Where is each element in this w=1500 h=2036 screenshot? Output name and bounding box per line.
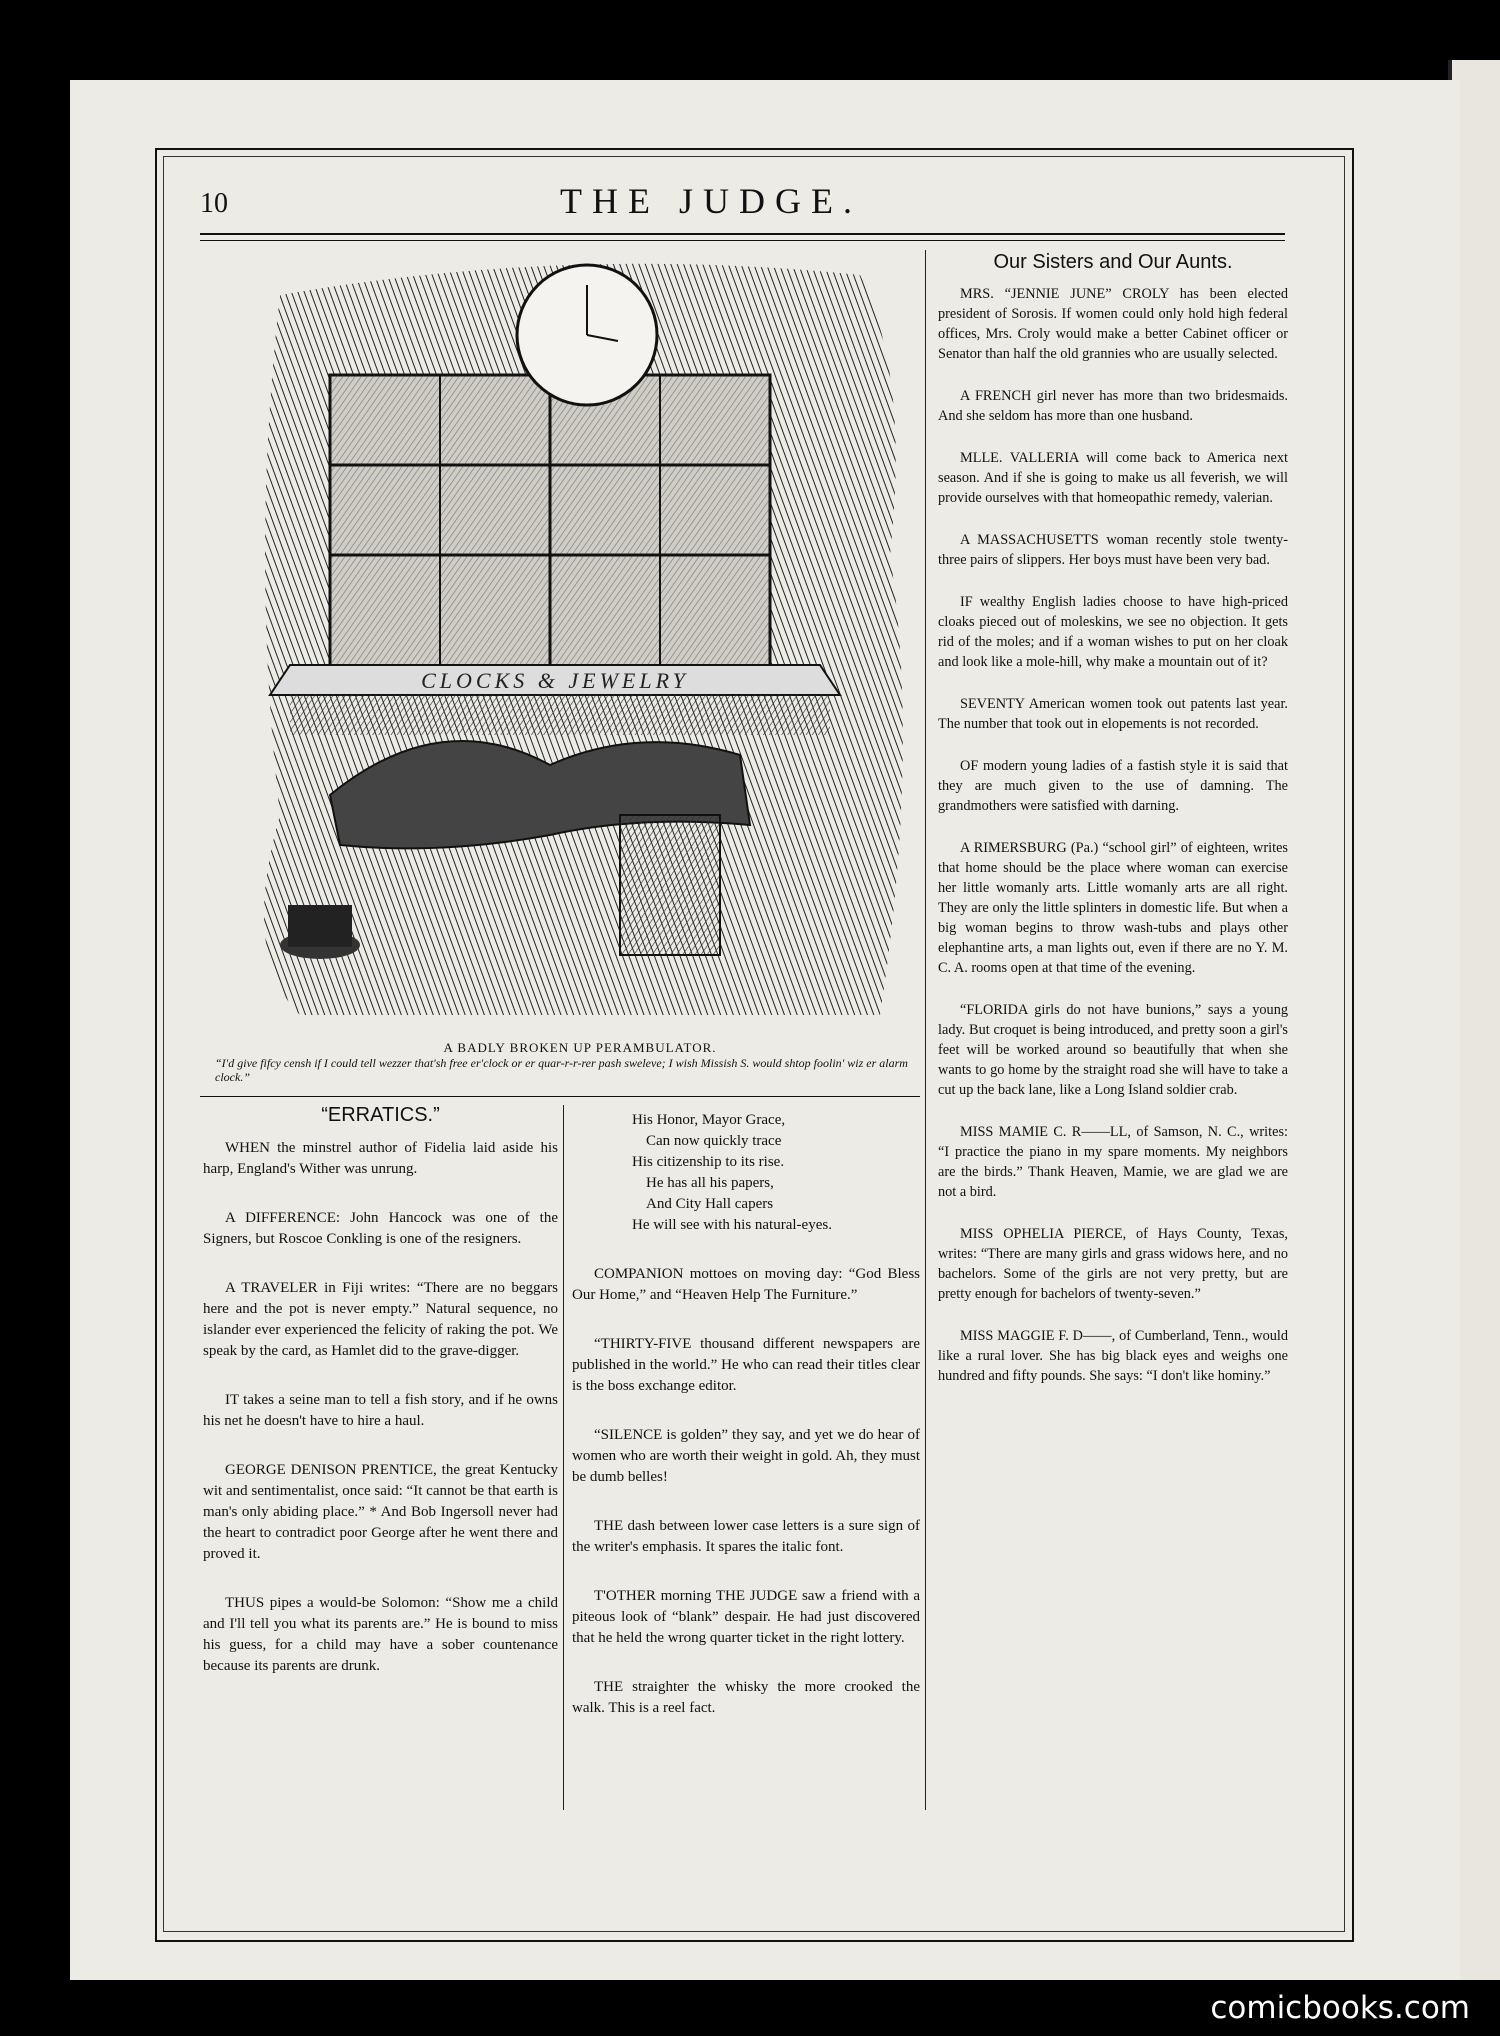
article-paragraph: MLLE. VALLERIA will come back to America next season. And if she is going to make us all feverish, we will provide ourselves with that homeopathic remedy, valerian. (938, 450, 1288, 506)
svg-text:CLOCKS & JEWELRY: CLOCKS & JEWELRY (421, 668, 689, 693)
article-paragraph: A MASSACHUSETTS woman recently stole twenty-three pairs of slippers. Her boys must have been very bad. (938, 532, 1288, 568)
watermark-logo: comicbooks.com (1210, 1990, 1470, 2026)
poem-line: Can now quickly trace (646, 1133, 782, 1149)
illustration-caption-text: “I'd give fifcy censh if I could tell wezzer that'sh free er'clock or er quar-r-r-rer pash sweleve; I wish Missish S. would shtop foolin' wiz er alarm clock.” (215, 1056, 908, 1084)
article-paragraph: MISS MAMIE C. R——LL, of Samson, N. C., writes: “I practice the piano in my spare moments. My neighbors are the birds.” Thank Heaven, Mamie, we are glad we are not a bird. (938, 1124, 1288, 1200)
poem-line: And City Hall capers (646, 1196, 774, 1212)
article-paragraph: WHEN the minstrel author of Fidelia laid aside his harp, England's Wither was unrung. (203, 1140, 558, 1177)
article-paragraph: “SILENCE is golden” they say, and yet we do hear of women who are worth their weight in gold. Ah, they must be dumb belles! (572, 1427, 920, 1485)
illustration-caption-title: A BADLY BROKEN UP PERAMBULATOR. (443, 1040, 717, 1055)
article-paragraph: THUS pipes a would-be Solomon: “Show me a child and I'll tell you what its parents are.” He is bound to miss his guess, for a child may have a sober countenance because its parents are drunk. (203, 1595, 558, 1674)
article-paragraph: GEORGE DENISON PRENTICE, the great Kentucky wit and sentimentalist, once said: “It cannot be that earth is man's only abiding place.” * And Bob Ingersoll never had the heart to contradict poor George after he went there and proved it. (203, 1462, 558, 1562)
article-paragraph: THE dash between lower case letters is a sure sign of the writer's emphasis. It spares the italic font. (572, 1518, 920, 1555)
article-paragraph: IF wealthy English ladies choose to have high-priced cloaks pieced out of moleskins, we see no objection. It gets rid of the moles; and if a woman wishes to put on her cloak and look like a mole-hill, why make a mountain out of it? (938, 594, 1288, 670)
article-paragraph: “FLORIDA girls do not have bunions,” says a young lady. But croquet is being introduced, and pretty soon a girl's feet will be worked around so beautifully that when she wants to go home by the straight road she will have to take a cut up the back lane, like a Long Island soldier crab. (938, 1002, 1288, 1098)
article-paragraph: OF modern young ladies of a fastish style it is said that they are much given to the use of damning. The grandmothers were satisfied with darning. (938, 758, 1288, 814)
article-paragraph: COMPANION mottoes on moving day: “God Bless Our Home,” and “Heaven Help The Furniture.” (572, 1266, 920, 1303)
masthead-rule-top (200, 233, 1285, 235)
column-divider-middle (563, 1105, 564, 1810)
article-paragraph: MISS MAGGIE F. D——, of Cumberland, Tenn., would like a rural lover. She has big black eyes and weighs one hundred and fifty pounds. She says: “I don't like hominy.” (938, 1328, 1288, 1384)
article-paragraph: THE straighter the whisky the more crooked the walk. This is a reel fact. (572, 1679, 920, 1716)
article-paragraph: A TRAVELER in Fiji writes: “There are no beggars here and the pot is never empty.” Natural sequence, no islander ever experienced the felicity of raking the pot. We speak by the card, as Hamlet did to the grave-digger. (203, 1280, 558, 1359)
illustration-bottom-rule (200, 1096, 920, 1097)
article-paragraph: SEVENTY American women took out patents last year. The number that took out in elopements is not recorded. (938, 696, 1288, 732)
middle-column (572, 1110, 920, 1747)
right-column (938, 252, 1288, 1386)
article-paragraph: MISS OPHELIA PIERCE, of Hays County, Texas, writes: “There are many girls and grass widows here, and no bachelors. Some of the girls are not very pretty, but are pretty enough for bachelors of twenty-seven.” (938, 1226, 1288, 1302)
article-paragraph: T'OTHER morning THE JUDGE saw a friend with a piteous look of “blank” despair. He had just discovered that he held the wrong quarter ticket in the right lottery. (572, 1588, 920, 1646)
masthead-rule-bottom (200, 240, 1285, 241)
poem-line: He will see with his natural-eyes. (632, 1217, 832, 1233)
poem-line: His citizenship to its rise. (632, 1154, 785, 1170)
article-paragraph: A DIFFERENCE: John Hancock was one of the Signers, but Roscoe Conkling is one of the resigners. (203, 1210, 558, 1247)
left-column (203, 1105, 558, 1705)
poem-line: He has all his papers, (646, 1175, 774, 1191)
masthead-title: THE JUDGE. (560, 181, 862, 221)
mayor-grace-poem (572, 1110, 920, 1236)
poem-line: His Honor, Mayor Grace, (632, 1112, 786, 1128)
cartoon-illustration (220, 255, 940, 1045)
page-number: 10 (200, 188, 228, 219)
article-paragraph: A RIMERSBURG (Pa.) “school girl” of eighteen, writes that home should be the place where woman can exercise her little womanly arts. Little womanly arts are all right. They are only the little splinters in domestic life. But when a big woman begins to throw wash-tubs and plays other elephantine arts, a man lights out, even if there are no Y. M. C. A. rooms open at that time of the evening. (938, 840, 1288, 976)
column-divider-right (925, 250, 926, 1810)
article-paragraph: “THIRTY-FIVE thousand different newspapers are published in the world.” He who can read their titles clear is the boss exchange editor. (572, 1336, 920, 1394)
article-paragraph: A FRENCH girl never has more than two bridesmaids. And she seldom has more than one husband. (938, 388, 1288, 424)
erratics-heading: “ERRATICS.” (321, 1104, 440, 1126)
article-paragraph: IT takes a seine man to tell a fish story, and if he owns his net he doesn't have to hire a haul. (203, 1392, 558, 1429)
sisters-aunts-heading: Our Sisters and Our Aunts. (993, 251, 1233, 273)
article-paragraph: MRS. “JENNIE JUNE” CROLY has been elected president of Sorosis. If women could only hold high federal offices, Mrs. Croly would make a better Cabinet officer or Senator than half the old grannies who are usually selected. (938, 286, 1288, 362)
